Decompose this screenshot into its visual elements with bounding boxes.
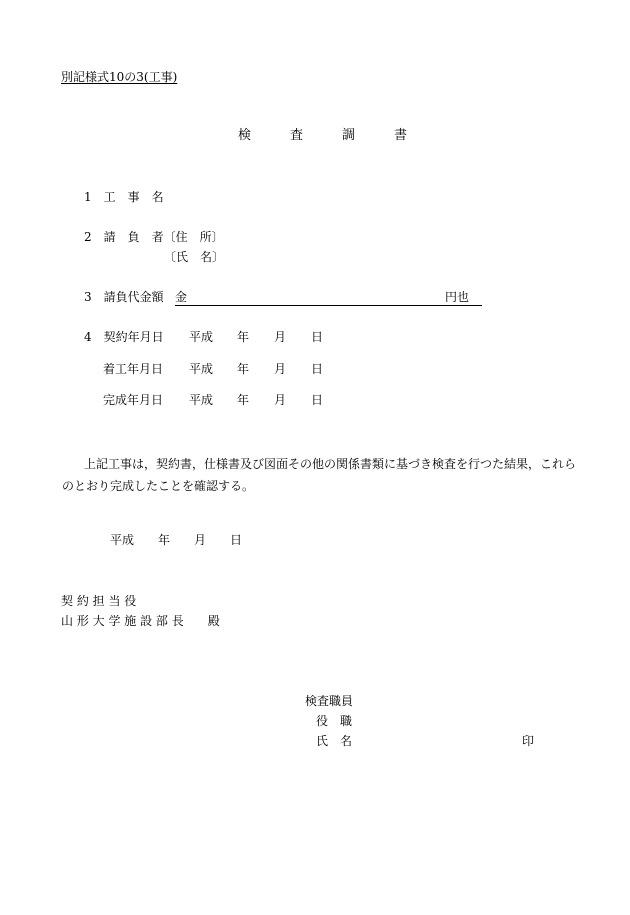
item-4-contract-date-label: 4 契約年月日 xyxy=(84,330,164,344)
recipient-name: 山 形 大 学 施 設 部 長 殿 xyxy=(61,614,220,628)
contract-date-year: 年 xyxy=(237,330,250,344)
start-date-era: 平成 xyxy=(189,362,214,376)
inspector-name: 氏 名 xyxy=(316,734,353,748)
completion-date-month: 月 xyxy=(274,393,287,407)
form-number: 別記様式10の3(工事) xyxy=(61,70,178,84)
item-3-yen-nari: 円也 xyxy=(445,290,470,304)
inspector-role: 役 職 xyxy=(316,714,353,728)
seal-mark: 印 xyxy=(522,734,535,748)
start-date-month: 月 xyxy=(274,362,287,376)
item-3-kin: 金 xyxy=(175,290,188,304)
amount-underline xyxy=(175,305,482,306)
completion-date-era: 平成 xyxy=(189,393,214,407)
contract-date-era: 平成 xyxy=(189,330,214,344)
contract-date-month: 月 xyxy=(274,330,287,344)
issue-date: 平成 年 月 日 xyxy=(110,533,243,547)
body-paragraph xyxy=(62,453,582,497)
completion-date-day: 日 xyxy=(311,393,324,407)
start-date-year: 年 xyxy=(237,362,250,376)
start-date-day: 日 xyxy=(311,362,324,376)
start-date-label: 着工年月日 xyxy=(103,362,164,376)
contract-date-day: 日 xyxy=(311,330,324,344)
item-2-contractor-name: 〔氏 名〕 xyxy=(164,250,225,264)
item-3-contract-amount-label: 3 請負代金額 xyxy=(84,290,164,304)
item-2-contractor-address: 2 請 負 者〔住 所〕 xyxy=(84,230,224,244)
body-text: 上記工事は，契約書，仕様書及び図面その他の関係書類に基づき検査を行つた結果，これらのとおり完成したことを確認する。 xyxy=(62,457,577,493)
completion-date-label: 完成年月日 xyxy=(103,393,164,407)
document-title: 検 査 調 書 xyxy=(238,128,408,143)
item-1-construction-name: 1 工 事 名 xyxy=(84,190,164,204)
recipient-title: 契 約 担 当 役 xyxy=(61,594,137,608)
completion-date-year: 年 xyxy=(237,393,250,407)
inspector-heading: 検査職員 xyxy=(305,694,354,708)
